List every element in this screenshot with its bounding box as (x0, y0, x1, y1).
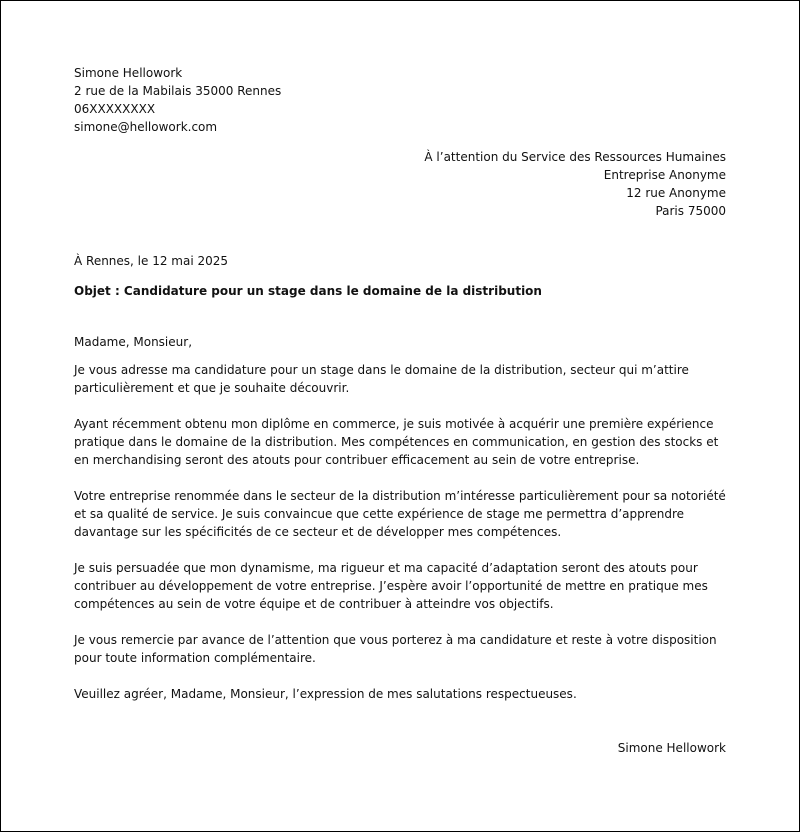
subject-line: Objet : Candidature pour un stage dans le domaine de la distribution (74, 284, 542, 298)
body-paragraph: Je vous adresse ma candidature pour un stage dans le domaine de la distribution, secteur qui m’attire particulièrement et que je souhaite découvrir. (74, 363, 689, 395)
closing-line: Veuillez agréer, Madame, Monsieur, l’expression de mes salutations respectueuses. (74, 687, 577, 701)
cover-letter (74, 64, 726, 757)
body-paragraph: Ayant récemment obtenu mon diplôme en commerce, je suis motivée à acquérir une première expérience pratique dans le domaine de la distribution. Mes compétences en communication, en gestion des stocks et en merchandising seront des atouts pour contribuer efficacement au sein de votre entreprise. (74, 417, 719, 467)
sender-name: Simone Hellowork (74, 66, 183, 80)
sender-phone: 06XXXXXXXX (74, 102, 156, 116)
signature: Simone Hellowork (617, 741, 726, 755)
date-line: À Rennes, le 12 mai 2025 (74, 254, 229, 268)
salutation: Madame, Monsieur, (74, 335, 193, 349)
sender-address: 2 rue de la Mabilais 35000 Rennes (74, 84, 282, 98)
body-paragraph: Je vous remercie par avance de l’attention que vous porterez à ma candidature et reste à votre disposition pour toute information complémentaire. (74, 633, 717, 665)
recipient-attention: À l’attention du Service des Ressources Humaines (424, 150, 726, 164)
recipient-city: Paris 75000 (655, 204, 726, 218)
body-paragraph: Votre entreprise renommée dans le secteur de la distribution m’intéresse particulièrement pour sa notoriété et sa qualité de service. Je suis convaincue que cette expérience de stage me permettra d’apprendre davantage sur les spécificités de ce secteur et de développer mes compétences. (74, 489, 726, 539)
sender-email: simone@hellowork.com (74, 120, 218, 134)
body-paragraph: Je suis persuadée que mon dynamisme, ma rigueur et ma capacité d’adaptation seront des atouts pour contribuer au développement de votre entreprise. J’espère avoir l’opportunité de mettre en pratique mes compétences au sein de votre équipe et de contribuer à atteindre vos objectifs. (74, 561, 708, 611)
recipient-street: 12 rue Anonyme (626, 186, 726, 200)
recipient-block (74, 148, 726, 220)
recipient-company: Entreprise Anonyme (603, 168, 726, 182)
sender-block (74, 64, 726, 136)
